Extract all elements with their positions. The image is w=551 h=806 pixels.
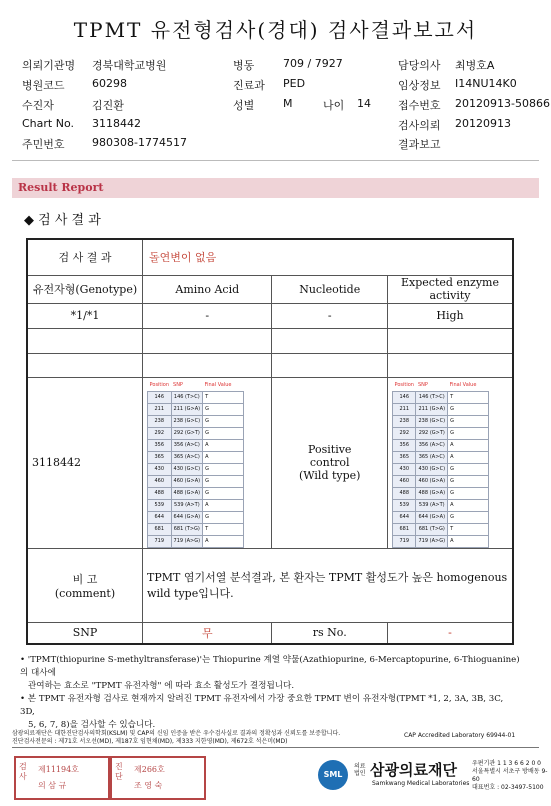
snp-final-value: G (203, 463, 244, 475)
institution-value: 경북대학교병원 (92, 59, 167, 72)
snp-position: 719 (393, 535, 416, 547)
control-line-2: control (309, 456, 350, 469)
seal-2-title: 진단 (115, 762, 123, 781)
result-label: 검 사 결 과 (27, 239, 143, 275)
col-enzyme-activity: Expected enzyme activity (388, 275, 514, 303)
snp-position: 146 (148, 391, 171, 403)
snp-position: 211 (393, 403, 416, 415)
snp-row (393, 499, 489, 511)
contact-line: 우편기관 1 1 3 6 6 2 0 0 (472, 760, 541, 767)
snp-value: 460 (G>A) (171, 475, 203, 487)
snp-value: 146 (T>C) (416, 391, 448, 403)
request-label: 검사의뢰 (398, 119, 441, 132)
snp-final-value: G (203, 487, 244, 499)
hospital-code-value: 60298 (92, 77, 127, 90)
snp-value: 211 (G>A) (416, 403, 448, 415)
snp-final-value: G (448, 487, 489, 499)
snp-final-value: A (448, 499, 489, 511)
snp-final-value: G (448, 511, 489, 523)
snp-final-value: A (448, 451, 489, 463)
receipt-value: 20120913-50866 (455, 97, 550, 110)
seal-stamp-2 (110, 756, 206, 800)
snp-final-value: G (448, 427, 489, 439)
snp-header-row (148, 380, 244, 392)
snp-value: 719 (A>G) (171, 535, 203, 547)
cap-accreditation: CAP Accredited Laboratory 69944-01 (404, 732, 516, 739)
sample-snp-panel (143, 377, 272, 548)
chart-label: Chart No. (22, 117, 74, 130)
snp-value: 211 (G>A) (171, 403, 203, 415)
snp-value: 488 (G>A) (171, 487, 203, 499)
col-genotype: 유전자형(Genotype) (27, 275, 143, 303)
snp-value: 238 (G>C) (416, 415, 448, 427)
control-line-1: Positive (308, 443, 352, 456)
snp-row (393, 439, 489, 451)
org-type: 의료법인 (354, 763, 366, 777)
snp-value: 719 (A>G) (416, 535, 448, 547)
ward-label: 병동 (233, 59, 255, 72)
dept-label: 진료과 (233, 79, 265, 92)
snp-final-value: G (203, 427, 244, 439)
amino-value: - (143, 303, 272, 328)
institution-label: 의뢰기관명 (22, 59, 76, 72)
snp-head-position: Position (149, 382, 170, 388)
snp-row (393, 535, 489, 547)
snp-header-row (393, 380, 489, 392)
snp-row (393, 487, 489, 499)
snp-position: 238 (393, 415, 416, 427)
snp-final-value: G (203, 415, 244, 427)
result-table (26, 238, 514, 645)
dept-value: PED (283, 77, 306, 90)
patient-value: 김진환 (92, 99, 124, 112)
snp-value: 460 (G>A) (416, 475, 448, 487)
snp-row (148, 523, 244, 535)
sex-label: 성별 (233, 99, 255, 112)
empty-cell (143, 353, 272, 377)
snp-position: 430 (148, 463, 171, 475)
empty-cell (388, 353, 514, 377)
snp-value: 644 (G>A) (171, 511, 203, 523)
footer-line-2: 진단검사전문의 : 제71호 서오선(MD), 제187호 임현채(MD), 제333 지한영(MD), 제672호 석은미(MD) (12, 738, 288, 745)
footer-line-1: 삼광의료재단은 대한진단검사의학회(KSLM) 및 CAP의 신임 인증을 받은 우수검사실로 결과의 정확성과 신뢰도를 보증합니다. (12, 730, 341, 737)
clinical-value: I14NU14K0 (455, 77, 517, 90)
snp-row (393, 475, 489, 487)
rs-label: rs No. (272, 622, 388, 644)
result-report-label: Result Report (18, 181, 104, 194)
contact-line: 대표번호 : 02-3497-5100 (472, 784, 544, 791)
snp-position: 146 (393, 391, 416, 403)
sex-value: M (283, 97, 293, 110)
snp-position: 238 (148, 415, 171, 427)
seal-1-number: 제11194호 (38, 765, 79, 774)
table-row (27, 622, 513, 644)
control-snp-panel (388, 377, 514, 548)
snp-row (148, 439, 244, 451)
clinical-label: 임상정보 (398, 79, 441, 92)
snp-position: 430 (393, 463, 416, 475)
snp-row (393, 403, 489, 415)
empty-cell (27, 353, 143, 377)
table-row (27, 377, 513, 548)
snp-position: 211 (148, 403, 171, 415)
snp-value: 356 (A>C) (171, 439, 203, 451)
snp-value: 539 (A>T) (416, 499, 448, 511)
snp-value: 292 (G>T) (416, 427, 448, 439)
seal-1-title: 검사 (19, 762, 27, 781)
footer-divider (12, 747, 539, 748)
snp-position: 488 (393, 487, 416, 499)
table-row (27, 275, 513, 303)
doctor-label: 담당의사 (398, 59, 441, 72)
col-nucleotide: Nucleotide (272, 275, 388, 303)
patient-label: 수진자 (22, 99, 54, 112)
snp-position: 365 (148, 451, 171, 463)
ward-value: 709 / 7927 (283, 57, 343, 70)
snp-final-value: G (203, 403, 244, 415)
table-row (27, 328, 513, 353)
snp-final-value: G (448, 463, 489, 475)
table-row (27, 303, 513, 328)
contact-line: 서울특별시 서초구 방배동 9-60 (472, 768, 548, 783)
section-title: ◆ 검 사 결 과 (24, 213, 101, 228)
snp-row (148, 451, 244, 463)
org-name-en: Samkwang Medical Laboratories (372, 780, 470, 787)
snp-value: 238 (G>C) (171, 415, 203, 427)
snp-value: 292 (G>T) (171, 427, 203, 439)
snp-value: 365 (A>C) (416, 451, 448, 463)
result-value: 돌연변이 없음 (143, 239, 513, 275)
snp-final-value: T (448, 391, 489, 403)
snp-value: 365 (A>C) (171, 451, 203, 463)
footer-text (12, 730, 342, 746)
comment-label-1: 비 고 (72, 572, 98, 586)
note-line: 5, 6, 7, 8)을 검사할 수 있습니다. (28, 720, 156, 730)
request-value: 20120913 (455, 117, 511, 130)
table-row (27, 239, 513, 275)
snp-final-value: G (203, 475, 244, 487)
snp-row (148, 415, 244, 427)
rs-value: - (388, 622, 514, 644)
snp-final-value: A (448, 439, 489, 451)
snp-row (148, 475, 244, 487)
snp-row (393, 391, 489, 403)
snp-row (148, 463, 244, 475)
hospital-code-label: 병원코드 (22, 79, 65, 92)
snp-row (148, 403, 244, 415)
snp-final-value: G (448, 475, 489, 487)
sample-id: 3118442 (27, 377, 143, 548)
snp-position: 719 (148, 535, 171, 547)
snp-head-final: Final Value (449, 382, 477, 388)
table-row (27, 548, 513, 622)
snp-final-value: G (203, 511, 244, 523)
note-line: • 본 TPMT 유전자형 검사로 현재까지 알려진 TPMT 유전자에서 가장 중요한 TPMT 변이 유전자형(TPMT *1, 2, 3A, 3B, 3C, 3D, (20, 694, 504, 717)
rrn-value: 980308-1774517 (92, 136, 187, 149)
snp-head-position: Position (394, 382, 414, 388)
page-title: TPMT 유전형검사(경대) 검사결과보고서 (73, 18, 478, 42)
snp-final-value: A (203, 439, 244, 451)
org-name: 삼광의료재단 (370, 761, 457, 779)
comment-label-2: (comment) (54, 586, 116, 600)
seal-1-name: 의 삼 규 (38, 781, 67, 790)
receipt-label: 접수번호 (398, 99, 441, 112)
snp-final-value: A (203, 499, 244, 511)
snp-final-value: A (203, 535, 244, 547)
snp-value: 644 (G>A) (416, 511, 448, 523)
snp-final-value: A (448, 535, 489, 547)
snp-row (148, 511, 244, 523)
seal-2-number: 제266호 (134, 765, 165, 774)
contact-info (472, 760, 548, 792)
snp-value: 681 (T>G) (171, 523, 203, 535)
snp-final-value: G (448, 403, 489, 415)
snp-mini-table (147, 380, 244, 548)
snp-head-snp: SNP (173, 382, 183, 388)
snp-head-final: Final Value (204, 382, 232, 388)
doctor-value: 최병호A (455, 59, 495, 72)
control-label (272, 377, 388, 548)
snp-position: 644 (393, 511, 416, 523)
empty-cell (143, 328, 272, 353)
snp-position: 644 (148, 511, 171, 523)
empty-cell (27, 328, 143, 353)
snp-final-value: T (203, 391, 244, 403)
note-line: 관여하는 효소로 "TPMT 유전자형" 에 따라 효소 활성도가 결정됩니다. (28, 681, 295, 691)
seal-2-name: 조 영 숙 (134, 781, 163, 790)
snp-head-snp: SNP (417, 382, 428, 388)
snp-row (148, 427, 244, 439)
snp-position: 292 (393, 427, 416, 439)
empty-cell (272, 328, 388, 353)
snp-value: 430 (G>C) (416, 463, 448, 475)
snp-row (393, 415, 489, 427)
table-row (27, 353, 513, 377)
snp-value: 356 (A>C) (416, 439, 448, 451)
snp-label: SNP (27, 622, 143, 644)
snp-position: 460 (148, 475, 171, 487)
seal-stamp-1 (14, 756, 110, 800)
snp-position: 539 (148, 499, 171, 511)
snp-row (148, 487, 244, 499)
snp-value: 539 (A>T) (171, 499, 203, 511)
activity-value: High (388, 303, 514, 328)
control-line-3: (Wild type) (299, 469, 361, 482)
header-divider (12, 160, 539, 161)
empty-cell (388, 328, 514, 353)
snp-value: 146 (T>C) (171, 391, 203, 403)
snp-row (393, 451, 489, 463)
snp-final-value: T (448, 523, 489, 535)
note-line: • 'TPMT(thiopurine S-methyltransferase)'는 Thiopurine 계열 약물(Azathiopurine, 6-Mercaptopurine, 6-Thioguanine)의 대사에 (20, 655, 520, 678)
snp-final-value: G (448, 415, 489, 427)
age-label: 나이 (323, 99, 345, 112)
age-value: 14 (357, 97, 371, 110)
nucleotide-value: - (272, 303, 388, 328)
snp-mini-table (392, 380, 489, 548)
snp-position: 460 (393, 475, 416, 487)
chart-value: 3118442 (92, 117, 141, 130)
snp-value: 488 (G>A) (416, 487, 448, 499)
snp-position: 356 (148, 439, 171, 451)
report-label: 결과보고 (398, 138, 441, 151)
snp-row (393, 463, 489, 475)
logo-icon: SML (318, 760, 348, 790)
rrn-label: 주민번호 (22, 138, 65, 151)
snp-final-value: T (203, 523, 244, 535)
empty-cell (272, 353, 388, 377)
snp-value: 무 (143, 622, 272, 644)
notes (20, 654, 520, 732)
snp-value: 681 (T>G) (416, 523, 448, 535)
snp-row (148, 499, 244, 511)
comment-text: TPMT 염기서열 분석결과, 본 환자는 TPMT 활성도가 높은 homogenous wild type입니다. (143, 548, 513, 622)
comment-label (27, 548, 143, 622)
col-amino-acid: Amino Acid (143, 275, 272, 303)
snp-row (393, 523, 489, 535)
snp-position: 681 (393, 523, 416, 535)
snp-row (148, 535, 244, 547)
snp-position: 488 (148, 487, 171, 499)
snp-row (393, 427, 489, 439)
snp-final-value: A (203, 451, 244, 463)
snp-position: 539 (393, 499, 416, 511)
snp-value: 430 (G>C) (171, 463, 203, 475)
snp-position: 356 (393, 439, 416, 451)
snp-position: 292 (148, 427, 171, 439)
genotype-value: *1/*1 (27, 303, 143, 328)
snp-row (393, 511, 489, 523)
snp-position: 681 (148, 523, 171, 535)
snp-position: 365 (393, 451, 416, 463)
snp-row (148, 391, 244, 403)
